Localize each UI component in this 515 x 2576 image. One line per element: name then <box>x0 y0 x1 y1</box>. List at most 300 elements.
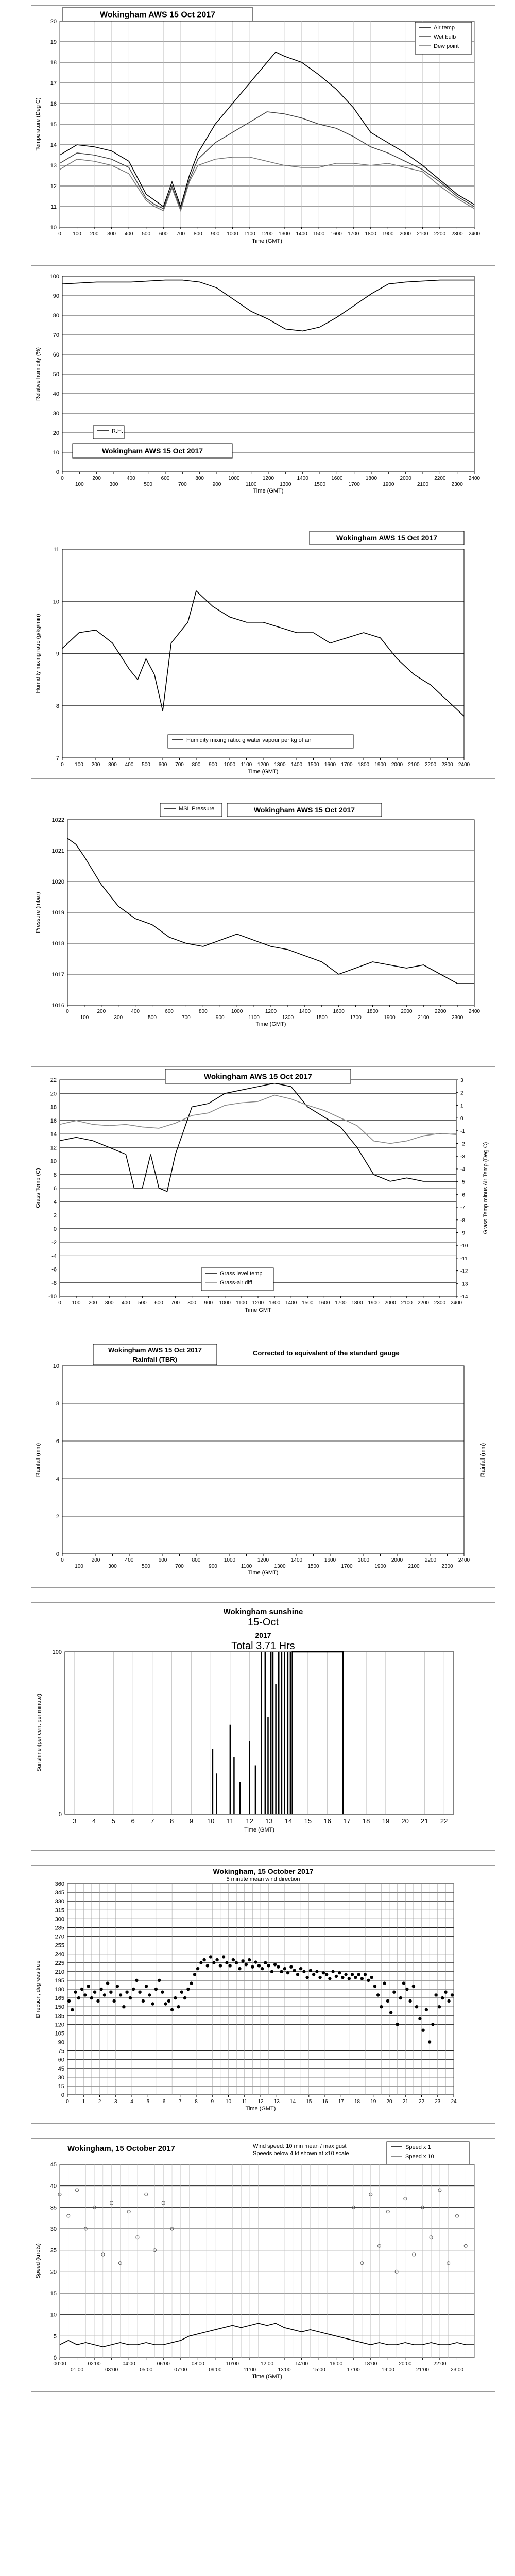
y-tick-label: 16 <box>50 101 57 107</box>
x-tick-label: 19 <box>382 1817 390 1825</box>
x-tick-label: 11 <box>227 1817 234 1825</box>
x-tick-label: 1400 <box>290 762 303 768</box>
x-tick-label: 100 <box>75 482 84 487</box>
x-tick-label: 1800 <box>357 1557 370 1563</box>
x-tick-label: 00:00 <box>53 2361 66 2367</box>
wind-direction-point <box>248 1958 251 1961</box>
y-tick-label: 0 <box>56 1551 59 1557</box>
y-tick-label: 345 <box>55 1890 64 1896</box>
y-tick-label: 360 <box>55 1881 64 1887</box>
y-tick-label: 15 <box>50 122 57 128</box>
wind-direction-point <box>434 1993 437 1996</box>
x-tick-label: 1900 <box>382 231 394 237</box>
y-right-tick-label: -5 <box>460 1179 465 1185</box>
wind-direction-point <box>206 1964 209 1967</box>
y-tick-label: 12 <box>50 183 57 190</box>
x-axis-label: Time (GMT) <box>252 2374 282 2380</box>
x-tick-label: 18 <box>354 2099 360 2105</box>
rainfall-chart-panel <box>31 1340 495 1588</box>
x-tick-label: 15 <box>306 2099 312 2105</box>
legend-label: Speed x 1 <box>405 2144 431 2150</box>
x-tick-label: 1200 <box>265 1009 277 1014</box>
y-right-tick-label: 1 <box>460 1103 464 1109</box>
x-tick-label: 800 <box>193 231 202 237</box>
x-tick-label: 23 <box>435 2099 441 2105</box>
wind-direction-point <box>129 1996 132 1999</box>
x-tick-label: 300 <box>109 482 118 487</box>
x-tick-label: 1100 <box>244 231 255 237</box>
legend-label: R.H. <box>112 428 123 434</box>
x-tick-label: 12 <box>258 2099 264 2105</box>
wind-direction-point <box>428 2040 431 2043</box>
y-tick-label: 8 <box>53 1172 57 1178</box>
y-tick-label: 30 <box>58 2074 64 2081</box>
wind-direction-point <box>402 1981 405 1985</box>
y-right-tick-label: -3 <box>460 1154 465 1160</box>
y-tick-label: 195 <box>55 1977 64 1984</box>
y-tick-label: 10 <box>50 1158 57 1165</box>
wind-direction-point <box>338 1971 341 1974</box>
x-tick-label: 1700 <box>341 1564 353 1569</box>
x-tick-label: 11:00 <box>243 2367 256 2373</box>
wind-direction-point <box>109 1991 112 1994</box>
wind-direction-point <box>122 2005 125 2008</box>
wind-direction-point <box>174 1996 177 1999</box>
x-tick-label: 400 <box>125 1557 134 1563</box>
y-tick-label: 330 <box>55 1899 64 1905</box>
x-tick-label: 2400 <box>458 762 470 768</box>
wind-direction-point <box>348 1977 351 1980</box>
y-tick-label: 40 <box>53 391 59 397</box>
x-tick-label: 21:00 <box>416 2367 429 2373</box>
x-tick-label: 1400 <box>285 1300 297 1306</box>
x-tick-label: 1200 <box>257 762 269 768</box>
y-tick-label: 40 <box>50 2183 57 2190</box>
x-tick-label: 400 <box>124 231 133 237</box>
wind-direction-point <box>305 1976 308 1979</box>
x-tick-label: 05:00 <box>140 2367 153 2373</box>
x-tick-label: 8 <box>170 1817 174 1825</box>
x-tick-label: 18 <box>362 1817 370 1825</box>
wind-direction-point <box>438 2005 441 2008</box>
wind-direction-point <box>196 1967 199 1970</box>
y-right-tick-label: 3 <box>460 1078 464 1083</box>
y-tick-label: 4 <box>53 1199 57 1206</box>
wind-direction-point <box>258 1964 261 1967</box>
x-tick-label: 0 <box>58 1300 61 1306</box>
x-tick-label: 2000 <box>391 762 403 768</box>
wind-direction-point <box>296 1973 299 1976</box>
wind-direction-point <box>418 2017 421 2020</box>
x-tick-label: 03:00 <box>105 2367 118 2373</box>
y-tick-label: 14 <box>50 1131 57 1138</box>
wind-direction-point <box>193 1973 196 1976</box>
sunshine-chart-panel <box>31 1602 495 1851</box>
x-tick-label: 15:00 <box>312 2367 325 2373</box>
x-tick-label: 2000 <box>399 231 411 237</box>
x-tick-label: 900 <box>204 1300 213 1306</box>
wind-direction-point <box>106 1981 109 1985</box>
y-tick-label: 5 <box>53 2333 57 2340</box>
x-tick-label: 2100 <box>408 1564 420 1569</box>
x-tick-label: 900 <box>209 1564 217 1569</box>
wind-direction-point <box>235 1961 238 1964</box>
x-tick-label: 17 <box>338 2099 344 2105</box>
y-tick-label: 14 <box>50 142 57 148</box>
y-tick-label: 1016 <box>52 1003 64 1009</box>
x-axis-label: Time (GMT) <box>244 1827 274 1833</box>
wind-direction-point <box>222 1955 225 1958</box>
wind-direction-point <box>289 1965 293 1969</box>
x-tick-label: 14 <box>284 1817 293 1825</box>
x-tick-label: 1700 <box>350 1015 362 1021</box>
y-tick-label: 150 <box>55 2004 64 2011</box>
x-tick-label: 700 <box>176 231 185 237</box>
y-tick-label: 9 <box>56 651 59 657</box>
x-tick-label: 200 <box>91 762 100 768</box>
wind-direction-point <box>71 2008 74 2011</box>
x-tick-label: 200 <box>91 1557 100 1563</box>
wind-direction-chart <box>31 1866 495 2123</box>
x-tick-label: 1200 <box>257 1557 269 1563</box>
y-axis-label: Speed (knots) <box>35 2243 41 2279</box>
legend-label: Air temp <box>434 25 455 31</box>
wind-direction-point <box>93 1991 96 1994</box>
x-tick-label: 500 <box>142 231 151 237</box>
x-tick-label: 1000 <box>224 762 236 768</box>
y-tick-label: 12 <box>50 1145 57 1151</box>
wind-direction-point <box>360 1977 364 1980</box>
wind-direction-point <box>396 2023 399 2026</box>
y-tick-label: 10 <box>53 1363 59 1369</box>
wind-direction-point <box>315 1970 318 1973</box>
chart-title: Wokingham sunshine <box>223 1607 303 1616</box>
x-tick-label: 900 <box>212 482 221 487</box>
x-tick-label: 600 <box>161 476 170 481</box>
x-tick-label: 1500 <box>313 231 325 237</box>
x-tick-label: 8 <box>195 2099 198 2105</box>
y-right-tick-label: -2 <box>460 1141 465 1147</box>
x-tick-label: 23:00 <box>450 2367 464 2373</box>
x-tick-label: 20 <box>401 1817 409 1825</box>
y-right-tick-label: -4 <box>460 1166 465 1173</box>
y-tick-label: 7 <box>56 755 59 761</box>
x-tick-label: 06:00 <box>157 2361 170 2367</box>
x-tick-label: 800 <box>192 1557 201 1563</box>
x-tick-label: 1300 <box>274 1564 286 1569</box>
y-tick-label: 1020 <box>52 879 64 885</box>
x-tick-label: 09:00 <box>209 2367 222 2373</box>
wind-direction-point <box>267 1964 270 1967</box>
sunshine-chart <box>31 1603 495 1850</box>
x-tick-label: 500 <box>144 482 153 487</box>
x-tick-label: 600 <box>158 1557 167 1563</box>
wind-direction-point <box>264 1961 267 1964</box>
y-axis-label: Temperature (Deg C) <box>35 97 41 151</box>
wind-direction-point <box>87 1985 90 1988</box>
chart-note: Corrected to equivalent of the standard gauge <box>253 1349 400 1357</box>
y-right-tick-label: -14 <box>460 1294 468 1300</box>
x-tick-label: 12:00 <box>260 2361 274 2367</box>
y-tick-label: 20 <box>50 19 57 25</box>
wind-direction-point <box>125 1991 128 1994</box>
wind-direction-point <box>238 1967 241 1970</box>
y-axis-label: Direction, degrees true <box>35 1960 41 2018</box>
x-tick-label: 1900 <box>374 762 386 768</box>
x-tick-label: 1400 <box>290 1557 303 1563</box>
x-tick-label: 24 <box>451 2099 457 2105</box>
x-tick-label: 1900 <box>384 1015 396 1021</box>
x-tick-label: 5 <box>111 1817 115 1825</box>
x-tick-label: 14 <box>289 2099 296 2105</box>
wind-direction-point <box>415 2005 418 2008</box>
x-tick-label: 17:00 <box>347 2367 360 2373</box>
y-tick-label: 300 <box>55 1916 64 1923</box>
wind-direction-point <box>80 1988 83 1991</box>
chart-subtitle: Wind speed: 10 min mean / max gust <box>253 2143 347 2149</box>
x-tick-label: 6 <box>131 1817 135 1825</box>
wind-direction-point <box>373 1985 376 1988</box>
humidity-chart-panel <box>31 265 495 511</box>
x-tick-label: 2400 <box>450 1300 462 1306</box>
y-tick-label: 8 <box>56 1401 59 1407</box>
grass-temp-chart <box>31 1067 495 1325</box>
x-tick-label: 11 <box>242 2099 247 2105</box>
y-tick-label: 2 <box>53 1212 57 1219</box>
x-tick-label: 200 <box>92 476 101 481</box>
chart-subtitle: 15-Oct <box>247 1617 279 1628</box>
x-tick-label: 3 <box>73 1817 77 1825</box>
wind-direction-point <box>399 1996 402 1999</box>
wind-direction-point <box>164 2002 167 2005</box>
wind-direction-point <box>451 1993 454 1996</box>
y-tick-label: 75 <box>58 2048 64 2055</box>
x-axis-label: Time GMT <box>245 1307 271 1313</box>
x-tick-label: 1600 <box>318 1300 330 1306</box>
wind-direction-point <box>209 1955 212 1958</box>
x-tick-label: 2300 <box>451 482 463 487</box>
wind-direction-point <box>199 1961 202 1964</box>
x-tick-label: 13:00 <box>278 2367 291 2373</box>
y-tick-label: 210 <box>55 1969 64 1975</box>
y-tick-label: 135 <box>55 2013 64 2020</box>
y-tick-label: -2 <box>52 1240 57 1246</box>
x-tick-label: 3 <box>114 2099 117 2105</box>
chart-title: Wokingham, 15 October 2017 <box>67 2144 175 2153</box>
wind-direction-point <box>312 1973 315 1976</box>
x-tick-label: 2200 <box>435 1009 447 1014</box>
wind-direction-point <box>251 1965 254 1969</box>
y-tick-label: 240 <box>55 1951 64 1958</box>
x-tick-label: 1700 <box>348 482 360 487</box>
x-tick-label: 0 <box>66 2099 69 2105</box>
y-tick-label: 10 <box>50 2312 57 2318</box>
y-tick-label: 1021 <box>52 848 64 854</box>
y-tick-label: 2 <box>56 1514 59 1520</box>
x-tick-label: 1600 <box>333 1009 345 1014</box>
x-tick-label: 12 <box>246 1817 253 1825</box>
wind-direction-point <box>99 1988 102 1991</box>
x-tick-label: 9 <box>211 2099 214 2105</box>
x-axis-label: Time (GMT) <box>248 769 279 775</box>
legend-label: Humidity mixing ratio: g water vapour per kg of air <box>186 737 312 743</box>
y-right-axis-label: Rainfall (mm) <box>480 1443 486 1477</box>
x-tick-label: 1800 <box>357 762 370 768</box>
x-tick-label: 300 <box>114 1015 123 1021</box>
legend-label: MSL Pressure <box>179 806 215 812</box>
wind-direction-point <box>277 1965 280 1969</box>
y-tick-label: 90 <box>58 2039 64 2046</box>
wind-direction-point <box>135 1979 138 1982</box>
wind-direction-point <box>341 1976 344 1979</box>
x-tick-label: 100 <box>73 231 81 237</box>
x-tick-label: 1900 <box>374 1564 386 1569</box>
wind-direction-point <box>351 1973 354 1976</box>
wind-direction-point <box>412 1985 415 1988</box>
x-tick-label: 5 <box>146 2099 150 2105</box>
temperature-chart <box>31 6 495 248</box>
x-tick-label: 500 <box>138 1300 147 1306</box>
x-tick-label: 20 <box>386 2099 392 2105</box>
x-axis-label: Time (GMT) <box>255 1021 286 1027</box>
y-tick-label: 18 <box>50 1104 57 1111</box>
x-tick-label: 1300 <box>282 1015 294 1021</box>
y-tick-label: 45 <box>58 2065 64 2072</box>
x-tick-label: 10 <box>207 1817 215 1825</box>
x-tick-label: 7 <box>150 1817 154 1825</box>
wind-direction-point <box>232 1958 235 1961</box>
grass-temp-chart-panel <box>31 1066 495 1325</box>
x-tick-label: 800 <box>198 1009 208 1014</box>
plot-area <box>62 1366 464 1554</box>
chart-title: Wokingham AWS 15 Oct 2017 <box>99 10 216 20</box>
x-tick-label: 500 <box>142 1564 150 1569</box>
wind-direction-point <box>90 1996 93 1999</box>
y-tick-label: 30 <box>50 2226 57 2232</box>
y-tick-label: 285 <box>55 1925 64 1931</box>
wind-direction-point <box>431 2023 434 2026</box>
x-tick-label: 400 <box>121 1300 130 1306</box>
chart-year: 2017 <box>255 1631 271 1639</box>
chart-title: Wokingham, 15 October 2017 <box>213 1867 314 1875</box>
wind-direction-point <box>318 1976 321 1979</box>
x-tick-label: 200 <box>90 231 99 237</box>
x-tick-label: 300 <box>105 1300 114 1306</box>
x-tick-label: 400 <box>126 476 135 481</box>
plot-area <box>65 1652 454 1814</box>
x-tick-label: 1500 <box>307 1564 319 1569</box>
x-tick-label: 1000 <box>231 1009 243 1014</box>
wind-direction-point <box>370 1976 373 1979</box>
wind-direction-point <box>148 1993 151 1996</box>
x-tick-label: 1900 <box>383 482 394 487</box>
wind-speed-chart <box>31 2139 495 2391</box>
chart-title: Wokingham AWS 15 Oct 2017 <box>253 806 355 814</box>
x-tick-label: 2 <box>98 2099 101 2105</box>
y-tick-label: 20 <box>50 2269 57 2276</box>
y-tick-label: 19 <box>50 39 57 45</box>
y-axis-label: Grass Temp (C) <box>35 1168 41 1208</box>
x-tick-label: 07:00 <box>174 2367 187 2373</box>
x-tick-label: 100 <box>72 1300 81 1306</box>
wind-direction-point <box>116 1985 119 1988</box>
wind-direction-point <box>254 1960 257 1963</box>
x-tick-label: 600 <box>158 762 167 768</box>
y-right-tick-label: -10 <box>460 1243 468 1249</box>
rainfall-chart <box>31 1340 495 1587</box>
x-tick-label: 1200 <box>252 1300 264 1306</box>
y-tick-label: 255 <box>55 1942 64 1949</box>
y-tick-label: 20 <box>53 430 59 436</box>
x-tick-label: 1600 <box>330 231 342 237</box>
x-tick-label: 08:00 <box>191 2361 204 2367</box>
wind-direction-point <box>280 1970 283 1973</box>
x-tick-label: 1800 <box>351 1300 363 1306</box>
y-axis-label: Pressure (mbar) <box>35 892 41 933</box>
wind-direction-point <box>273 1963 277 1966</box>
wind-direction-point <box>158 1979 161 1982</box>
x-tick-label: 500 <box>148 1015 157 1021</box>
x-tick-label: 2300 <box>451 231 463 237</box>
x-tick-label: 200 <box>88 1300 97 1306</box>
wind-direction-point <box>299 1967 302 1970</box>
y-tick-label: 11 <box>50 204 57 210</box>
x-tick-label: 800 <box>195 476 204 481</box>
wind-direction-point <box>328 1977 331 1980</box>
x-tick-label: 2400 <box>458 1557 470 1563</box>
x-tick-label: 500 <box>142 762 150 768</box>
chart-title: Wokingham AWS 15 Oct 2017 <box>203 1072 313 1081</box>
wind-direction-point <box>389 2011 392 2014</box>
sunshine-total: Total 3.71 Hrs <box>231 1640 295 1652</box>
y-tick-label: -8 <box>52 1280 57 1286</box>
x-tick-label: 1300 <box>274 762 286 768</box>
wind-direction-point <box>103 1993 106 1996</box>
wind-direction-point <box>245 1963 248 1966</box>
wind-direction-point <box>190 1981 193 1985</box>
y-tick-label: 60 <box>53 352 59 358</box>
x-tick-label: 2200 <box>424 1557 437 1563</box>
x-tick-label: 2200 <box>417 1300 429 1306</box>
y-tick-label: 1022 <box>52 817 64 823</box>
wind-direction-point <box>142 1999 145 2003</box>
x-tick-label: 1100 <box>245 482 257 487</box>
chart-subtitle-2: Speeds below 4 kt shown at x10 scale <box>253 2150 349 2157</box>
x-tick-label: 100 <box>75 1564 83 1569</box>
wind-direction-point <box>441 1996 444 1999</box>
y-axis-label: Rainfall (mm) <box>35 1443 41 1477</box>
x-tick-label: 2300 <box>441 1564 453 1569</box>
x-tick-label: 1700 <box>348 231 359 237</box>
wind-direction-point <box>215 1958 218 1961</box>
x-tick-label: 2400 <box>468 231 480 237</box>
x-tick-label: 16:00 <box>330 2361 343 2367</box>
wind-direction-point <box>293 1969 296 1972</box>
wind-direction-point <box>322 1971 325 1974</box>
x-tick-label: 0 <box>61 476 64 481</box>
wind-direction-point <box>170 2008 174 2011</box>
legend-label: Dew point <box>434 43 459 49</box>
x-tick-label: 600 <box>165 1009 174 1014</box>
x-tick-label: 15 <box>304 1817 312 1825</box>
wind-direction-point <box>186 1988 190 1991</box>
x-tick-label: 2400 <box>468 476 480 481</box>
wind-direction-point <box>421 2029 424 2032</box>
wind-direction-point <box>77 1996 80 1999</box>
wind-direction-point <box>183 1996 186 1999</box>
wind-direction-point <box>219 1964 222 1967</box>
wind-direction-point <box>405 1988 408 1991</box>
